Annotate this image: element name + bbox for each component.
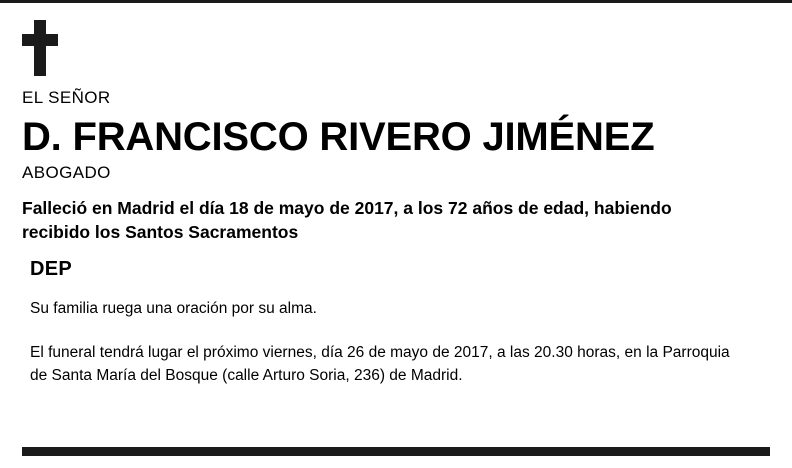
obituary-content (0, 3, 792, 447)
latin-cross-icon (22, 20, 58, 76)
prayer-request-text: Su familia ruega una oración por su alma. (30, 300, 317, 318)
cross-icon-container (22, 17, 770, 79)
honorific-label: EL SEÑOR (22, 88, 111, 107)
cross-horizontal-bar (22, 34, 58, 46)
rest-in-peace-label: DEP (30, 258, 73, 281)
bottom-divider (22, 447, 770, 456)
deceased-name: D. FRANCISCO RIVERO JIMÉNEZ (22, 114, 655, 159)
profession-label: ABOGADO (22, 163, 111, 183)
death-notice-text: Falleció en Madrid el día 18 de mayo de 2017, a los 72 años de edad, habiendo recibido los Santos Sacramentos (22, 198, 672, 242)
funeral-details-text: El funeral tendrá lugar el próximo viernes, día 26 de mayo de 2017, a las 20.30 horas, en la Parroquia de Santa María del Bosque (calle Arturo Soria, 236) de Madrid. (30, 344, 730, 384)
content-spacer (22, 387, 770, 447)
cross-vertical-bar (34, 20, 46, 76)
